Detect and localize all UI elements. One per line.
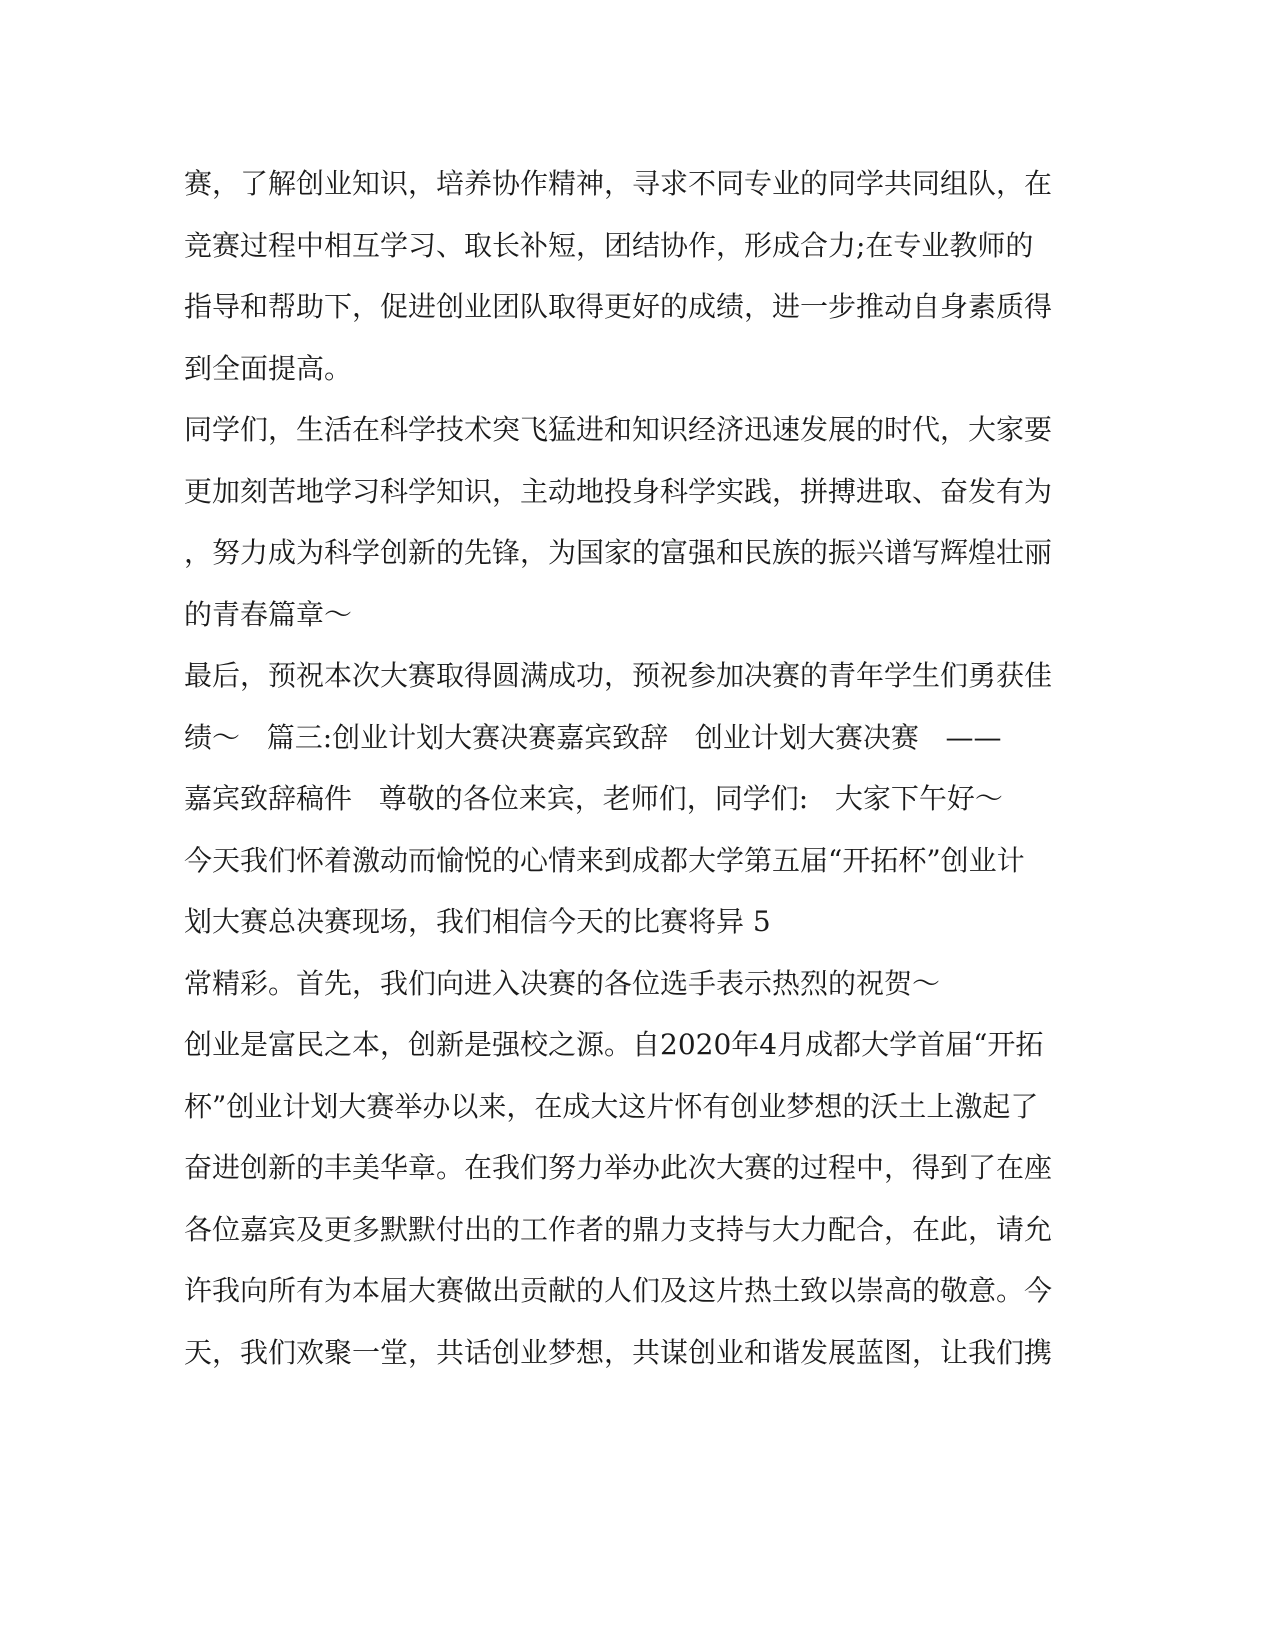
text-line: 的青春篇章～ xyxy=(184,598,353,631)
text-line: 更加刻苦地学习科学知识，主动地投身科学实践，拼搏进取、奋发有为 xyxy=(184,475,1053,508)
text-line: 许我向所有为本届大赛做出贡献的人们及这片热土致以崇高的敬意。今 xyxy=(184,1274,1053,1307)
text-line: 赛，了解创业知识，培养协作精神，寻求不同专业的同学共同组队，在 xyxy=(184,167,1053,200)
text-line: 划大赛总决赛现场，我们相信今天的比赛将异 5 xyxy=(184,905,771,938)
text-line: 今天我们怀着激动而愉悦的心情来到成都大学第五届“开拓杯”创业计 xyxy=(184,844,1025,877)
text-line: 杯”创业计划大赛举办以来，在成大这片怀有创业梦想的沃土上激起了 xyxy=(184,1090,1039,1123)
text-line: 嘉宾致辞稿件 尊敬的各位来宾，老师们，同学们: 大家下午好～ xyxy=(184,782,1003,815)
text-line: ，努力成为科学创新的先锋，为国家的富强和民族的振兴谱写辉煌壮丽 xyxy=(184,536,1053,569)
text-line: 常精彩。首先，我们向进入决赛的各位选手表示热烈的祝贺～ xyxy=(184,967,941,1000)
text-line: 指导和帮助下，促进创业团队取得更好的成绩，进一步推动自身素质得 xyxy=(184,290,1053,323)
text-line: 天，我们欢聚一堂，共话创业梦想，共谋创业和谐发展蓝图，让我们携 xyxy=(184,1336,1053,1369)
text-line: 绩～ 篇三:创业计划大赛决赛嘉宾致辞 创业计划大赛决赛 —— xyxy=(184,721,1002,754)
text-line: 竞赛过程中相互学习、取长补短，团结协作，形成合力;在专业教师的 xyxy=(184,229,1034,262)
text-line: 最后，预祝本次大赛取得圆满成功，预祝参加决赛的青年学生们勇获佳 xyxy=(184,659,1053,692)
text-line: 到全面提高。 xyxy=(184,352,353,385)
text-line: 创业是富民之本，创新是强校之源。自2020年4月成都大学首届“开拓 xyxy=(184,1028,1044,1061)
text-line: 奋进创新的丰美华章。在我们努力举办此次大赛的过程中，得到了在座 xyxy=(184,1151,1053,1184)
text-line: 各位嘉宾及更多默默付出的工作者的鼎力支持与大力配合，在此，请允 xyxy=(184,1213,1053,1246)
text-line: 同学们，生活在科学技术突飞猛进和知识经济迅速发展的时代，大家要 xyxy=(184,413,1053,446)
